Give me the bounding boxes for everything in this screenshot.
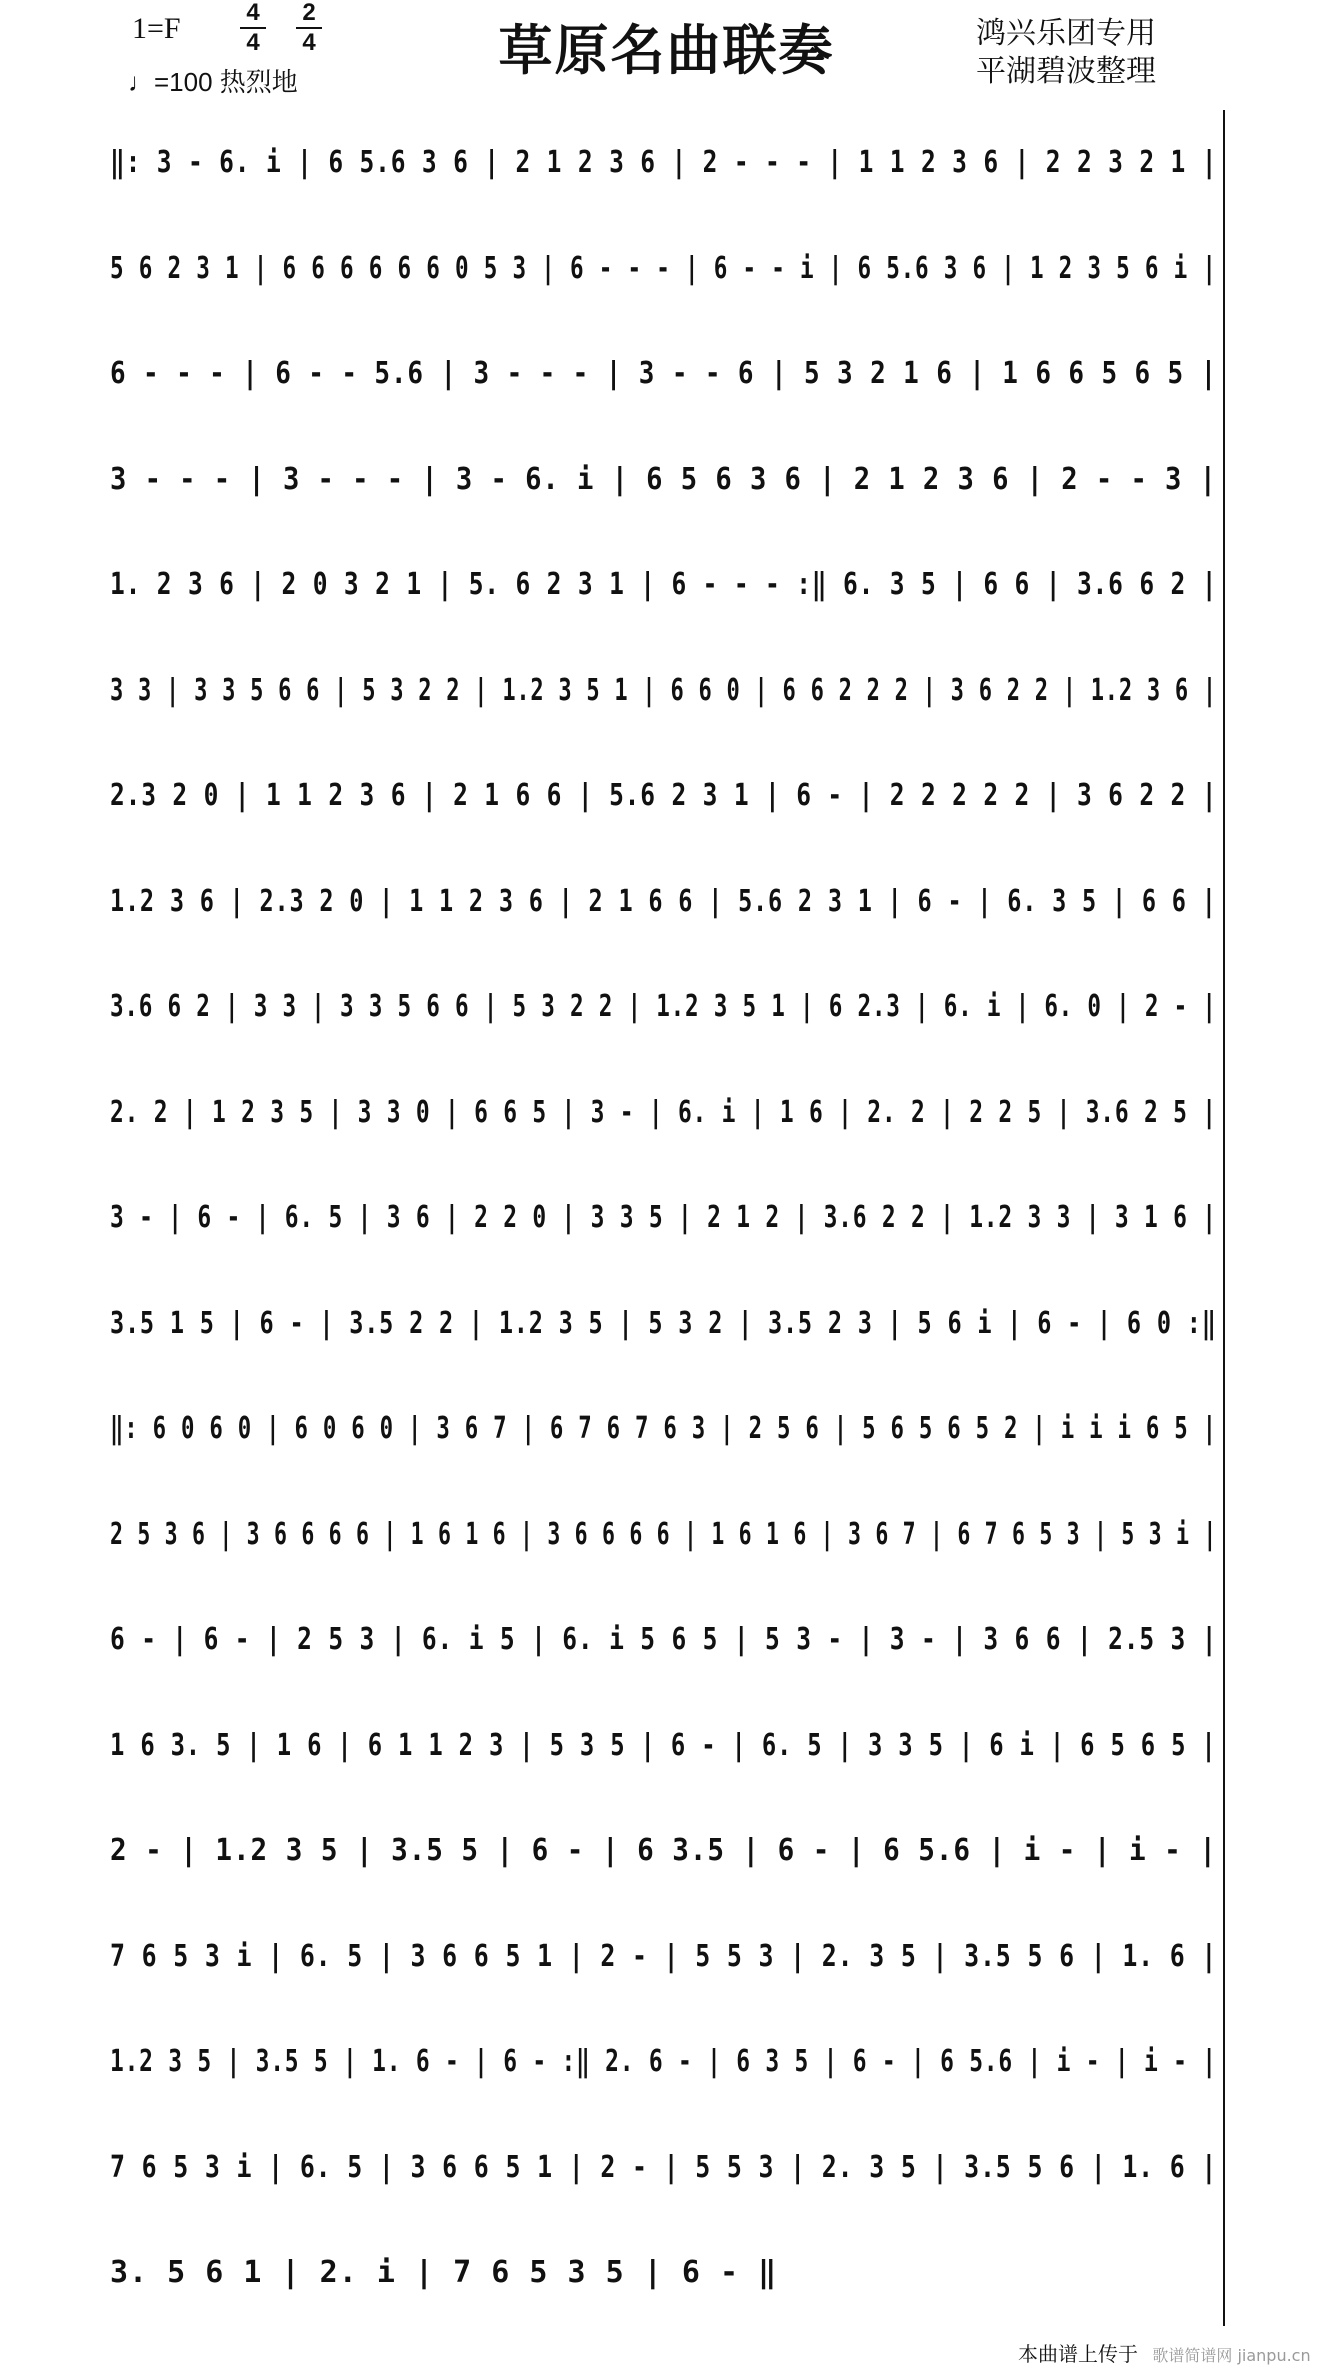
notation-line: 2. 2 | 1 2 3 5 | 3 3 0 | 6 6 5 | 3 - | 6. i | 1 6 | 2. 2 | 2 2 5 | 3.6 2 5 |: [110, 1094, 1217, 1130]
notation-line: 3 - | 6 - | 6. 5 | 3 6 | 2 2 0 | 3 3 5 | 2 1 2 | 3.6 2 2 | 1.2 3 3 | 3 1 6 |: [110, 1200, 1217, 1236]
notation-line: 2.3 2 0 | 1 1 2 3 6 | 2 1 6 6 | 5.6 2 3 1 | 6 - | 2 2 2 2 2 | 3 6 2 2 |: [110, 778, 1218, 814]
notation-line: 3. 5 6 1 | 2. i | 7 6 5 3 5 | 6 - ‖: [110, 2255, 778, 2291]
time-signature-bottom: 4: [302, 29, 316, 56]
notation-line: 3.6 6 2 | 3 3 | 3 3 5 6 6 | 5 3 2 2 | 1.2 3 5 1 | 6 2.3 | 6. i | 6. 0 | 2 - |: [110, 989, 1217, 1025]
notation-system: [110, 2009, 1225, 2115]
notation-line: 6 - | 6 - | 2 5 3 | 6. i 5 | 6. i 5 6 5 | 5 3 - | 3 - | 3 6 6 | 2.5 3 |: [110, 1622, 1218, 1658]
notation-system: [110, 532, 1225, 638]
notation-line: 1. 2 3 6 | 2 0 3 2 1 | 5. 6 2 3 1 | 6 - - - :‖ 6. 3 5 | 6 6 | 3.6 6 2 |: [110, 567, 1218, 603]
notation-line: 7 6 5 3 i | 6. 5 | 3 6 6 5 1 | 2 - | 5 5 3 | 2. 3 5 | 3.5 5 6 | 1. 6 |: [110, 1938, 1218, 1974]
notation-system: [110, 2115, 1225, 2221]
notation-line: ‖: 3 - 6. i | 6 5.6 3 6 | 2 1 2 3 6 | 2 - - - | 1 1 2 3 6 | 2 2 3 2 1 |: [110, 145, 1218, 181]
notation-system: [110, 110, 1225, 216]
score-title: 草原名曲联奏: [498, 19, 835, 82]
score-body: [110, 110, 1225, 2326]
tempo-marking: ♩=100 热烈地: [128, 67, 298, 97]
site-watermark: 歌谱简谱网 jianpu.cn: [1152, 2346, 1311, 2365]
notation-line: ‖: 6 0 6 0 | 6 0 6 0 | 3 6 7 | 6 7 6 7 6 3 | 2 5 6 | 5 6 5 6 5 2 | i i i 6 5 |: [110, 1411, 1217, 1447]
notation-line: 3.5 1 5 | 6 - | 3.5 2 2 | 1.2 3 5 | 5 3 2 | 3.5 2 3 | 5 6 i | 6 - | 6 0 :‖: [110, 1305, 1217, 1341]
notation-system: [110, 1060, 1225, 1166]
notation-system: [110, 954, 1225, 1060]
upload-note: 本曲谱上传于: [1018, 2342, 1138, 2366]
notation-system: [110, 1165, 1225, 1271]
notation-system: [110, 2220, 1225, 2326]
notation-system: [110, 1587, 1225, 1693]
notation-line: 3 3 | 3 3 5 6 6 | 5 3 2 2 | 1.2 3 5 1 | 6 6 0 | 6 6 2 2 2 | 3 6 2 2 | 1.2 3 6 |: [110, 672, 1217, 708]
time-signature-top: 4: [246, 0, 260, 26]
notation-system: [110, 321, 1225, 427]
notation-line: 2 5 3 6 | 3 6 6 6 6 | 1 6 1 6 | 3 6 6 6 6 | 1 6 1 6 | 3 6 7 | 6 7 6 5 3 | 5 3 i |: [110, 1516, 1217, 1552]
key-signature: 1=F: [132, 12, 181, 45]
score-header: [0, 0, 1333, 110]
notation-line: 7 6 5 3 i | 6. 5 | 3 6 6 5 1 | 2 - | 5 5 3 | 2. 3 5 | 3.5 5 6 | 1. 6 |: [110, 2149, 1218, 2185]
notation-system: [110, 427, 1225, 533]
time-signature-top: 2: [302, 0, 316, 26]
notation-system: [110, 743, 1225, 849]
notation-system: [110, 1271, 1225, 1377]
notation-system: [110, 1904, 1225, 2010]
notation-line: 6 - - - | 6 - - 5.6 | 3 - - - | 3 - - 6 | 5 3 2 1 6 | 1 6 6 5 6 5 |: [110, 356, 1218, 392]
notation-system: [110, 1376, 1225, 1482]
notation-system: [110, 1482, 1225, 1588]
credit-line-1: 鸿兴乐团专用: [976, 16, 1156, 51]
notation-system: [110, 849, 1225, 955]
notation-system: [110, 216, 1225, 322]
notation-system: [110, 1798, 1225, 1904]
notation-system: [110, 1693, 1225, 1799]
notation-line: 3 - - - | 3 - - - | 3 - 6. i | 6 5 6 3 6 | 2 1 2 3 6 | 2 - - 3 |: [110, 461, 1217, 497]
notation-line: 2 - | 1.2 3 5 | 3.5 5 | 6 - | 6 3.5 | 6 - | 6 5.6 | i - | i - |: [110, 1833, 1217, 1869]
notation-line: 5 6 2 3 1 | 6 6 6 6 6 6 0 5 3 | 6 - - - | 6 - - i | 6 5.6 3 6 | 1 2 3 5 6 i |: [110, 250, 1217, 286]
time-signature-bottom: 4: [246, 29, 260, 56]
notation-system: [110, 638, 1225, 744]
credit-line-2: 平湖碧波整理: [976, 54, 1156, 89]
notation-line: 1.2 3 6 | 2.3 2 0 | 1 1 2 3 6 | 2 1 6 6 | 5.6 2 3 1 | 6 - | 6. 3 5 | 6 6 |: [110, 883, 1217, 919]
footer: [1018, 2338, 1311, 2367]
notation-line: 1 6 3. 5 | 1 6 | 6 1 1 2 3 | 5 3 5 | 6 - | 6. 5 | 3 3 5 | 6 i | 6 5 6 5 |: [110, 1727, 1217, 1763]
notation-line: 1.2 3 5 | 3.5 5 | 1. 6 - | 6 - :‖ 2. 6 - | 6 3 5 | 6 - | 6 5.6 | i - | i - |: [110, 2044, 1217, 2080]
